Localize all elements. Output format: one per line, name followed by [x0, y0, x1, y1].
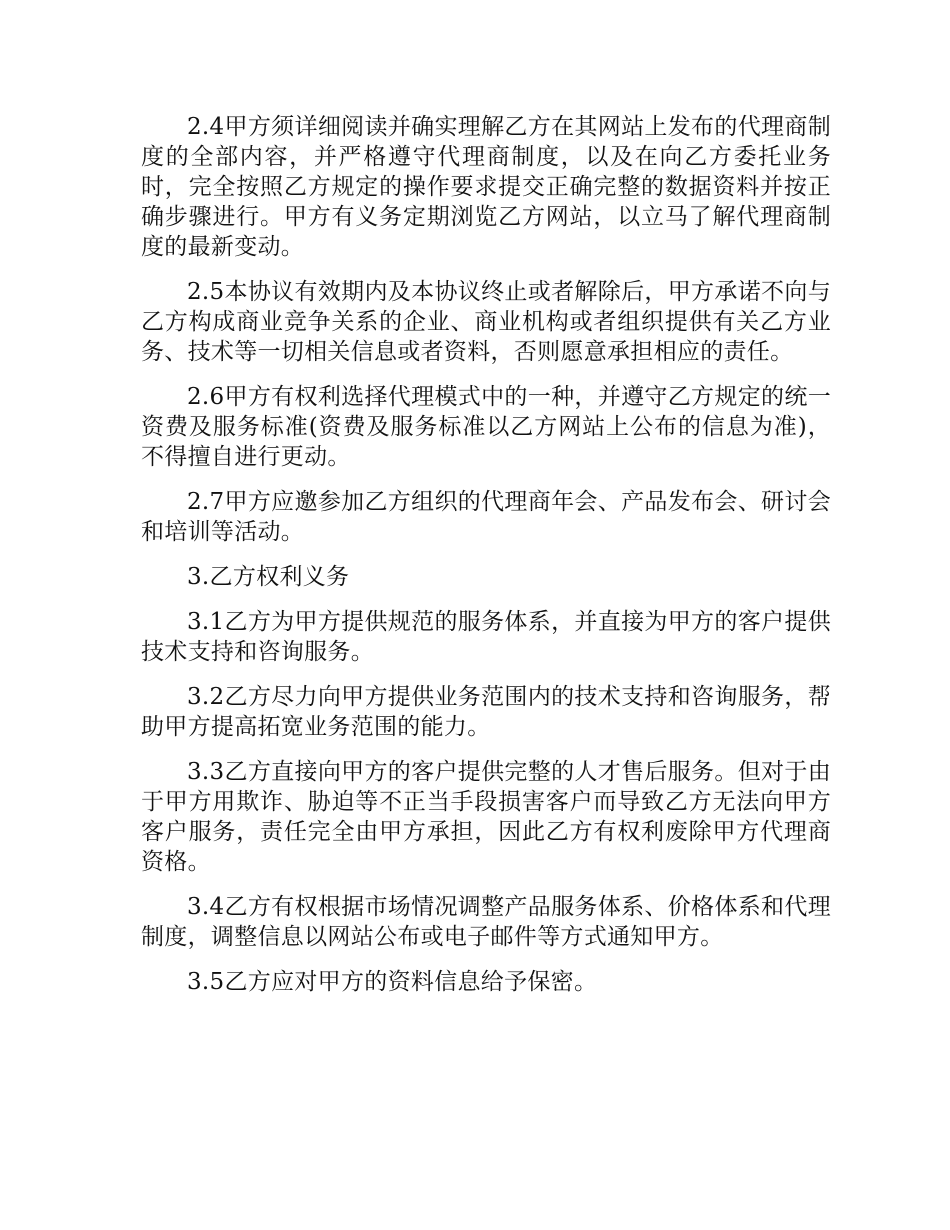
paragraph-2-6: 2.6甲方有权利选择代理模式中的一种，并遵守乙方规定的统一资费及服务标准(资费及服务标准以乙方网站上公布的信息为准)，不得擅自进行更动。	[141, 384, 831, 470]
paragraph-3-5: 3.5乙方应对甲方的资料信息给予保密。	[187, 969, 598, 995]
paragraph-3-4: 3.4乙方有权根据市场情况调整产品服务体系、价格体系和代理制度，调整信息以网站公布或电子邮件等方式通知甲方。	[141, 894, 831, 950]
paragraph-3-3: 3.3乙方直接向甲方的客户提供完整的人才售后服务。但对于由于甲方用欺诈、胁迫等不正当手段损害客户而导致乙方无法向甲方客户服务，责任完全由甲方承担，因此乙方有权利废除甲方代理商资格。	[141, 759, 831, 875]
paragraph-2-7: 2.7甲方应邀参加乙方组织的代理商年会、产品发布会、研讨会和培训等活动。	[141, 489, 831, 545]
paragraph-3-1: 3.1乙方为甲方提供规范的服务体系，并直接为甲方的客户提供技术支持和咨询服务。	[141, 609, 831, 665]
paragraph-2-5: 2.5本协议有效期内及本协议终止或者解除后，甲方承诺不向与乙方构成商业竞争关系的企业、商业机构或者组织提供有关乙方业务、技术等一切相关信息或者资料，否则愿意承担相应的责任。	[141, 279, 831, 365]
document-body	[141, 112, 831, 1012]
section-heading-3: 3.乙方权利义务	[187, 564, 350, 590]
paragraph-2-4: 2.4甲方须详细阅读并确实理解乙方在其网站上发布的代理商制度的全部内容，并严格遵守代理商制度，以及在向乙方委托业务时，完全按照乙方规定的操作要求提交正确完整的数据资料并按正确步骤进行。甲方有义务定期浏览乙方网站，以立马了解代理商制度的最新变动。	[141, 114, 831, 260]
paragraph-3-2: 3.2乙方尽力向甲方提供业务范围内的技术支持和咨询服务，帮助甲方提高拓宽业务范围的能力。	[141, 684, 831, 740]
